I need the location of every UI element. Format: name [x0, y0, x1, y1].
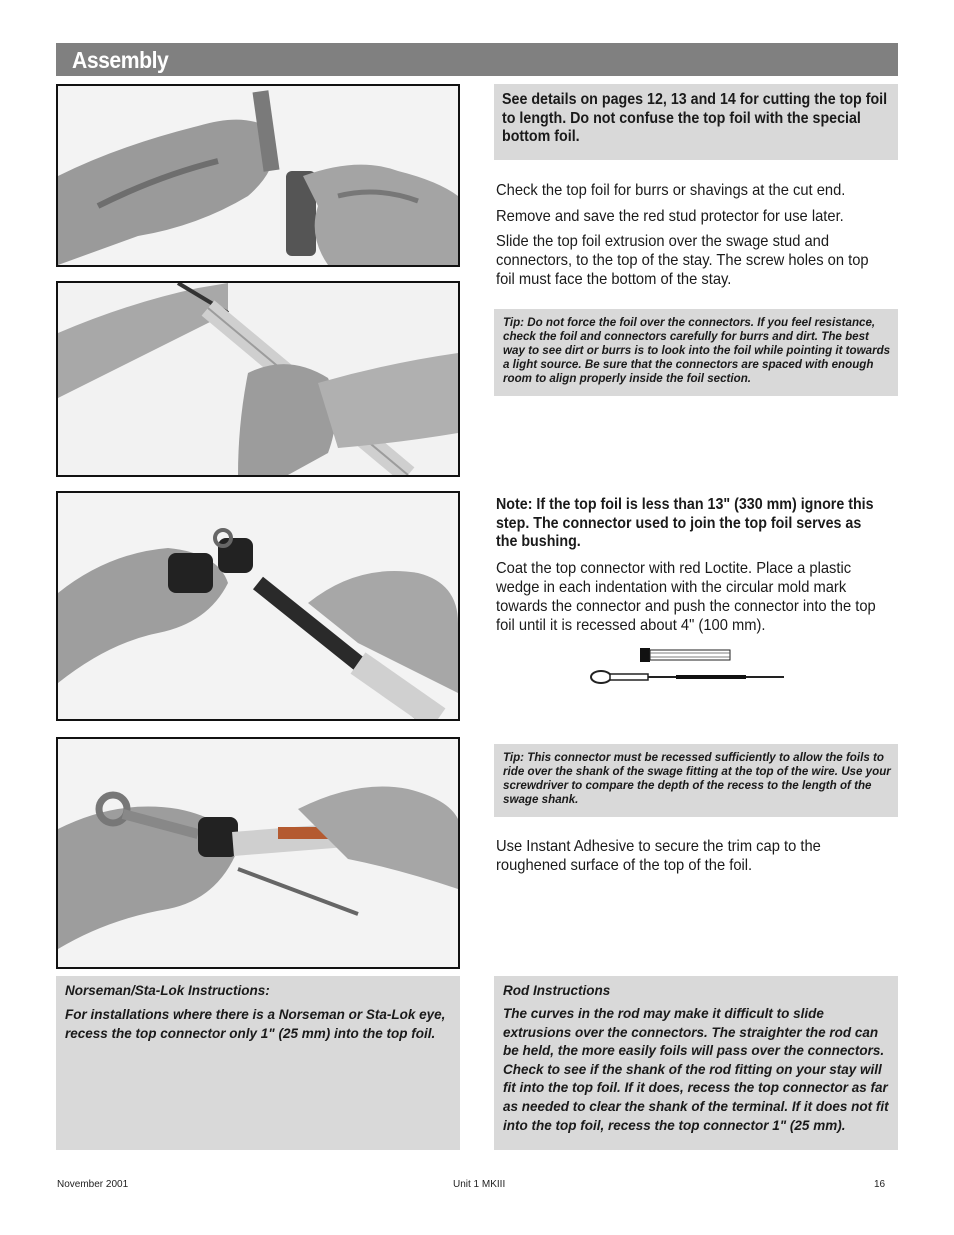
photo-coat-connector-illustration	[58, 493, 458, 719]
details-note-box	[494, 84, 898, 160]
photo-slide-extrusion	[56, 281, 460, 477]
step-check-burrs: Check the top foil for burrs or shavings at the cut end.	[496, 182, 846, 199]
photo-coat-connector	[56, 491, 460, 721]
tip-recess-text: Tip: This connector must be recessed sufficiently to allow the foils to ride over the shank of the swage fitting at the top of the wire. Use your screwdriver to compare the depth of the recess to the length of the swage shank.	[503, 751, 891, 806]
step-coat-connector: Coat the top connector with red Loctite. Place a plastic wedge in each indentation with the circular mold mark towards the connector and push the connector into the top foil until it is recessed about 4" (100 mm).	[496, 560, 876, 634]
tip-recess-box	[494, 744, 898, 817]
connector-diagram-illustration	[588, 645, 788, 687]
rod-body: The curves in the rod may make it difficult to slide extrusions over the connectors. The straighter the rod can be held, the more easily foils will pass over the connectors. Check to see if the shank of the rod fitting on your stay will fit into the top foil. If it does, recess the top connector as far as needed to clear the shank of the terminal. If it does not fit into the top foil, recess the top connector 1" (25 mm).	[503, 1006, 889, 1133]
photo-cut-foil	[56, 84, 460, 267]
connector-diagram	[588, 645, 788, 687]
note-short-foil: Note: If the top foil is less than 13" (330 mm) ignore this step. The connector used to join the top foil serves as the bushing.	[496, 496, 874, 550]
section-header	[56, 43, 898, 76]
step-remove-protector: Remove and save the red stud protector for use later.	[496, 208, 844, 225]
page-title: Assembly	[72, 47, 169, 73]
photo-recess-check	[56, 737, 460, 969]
tip-force-box	[494, 309, 898, 396]
step-instant-adhesive: Use Instant Adhesive to secure the trim cap to the roughened surface of the top of the foil.	[496, 838, 821, 874]
details-note: See details on pages 12, 13 and 14 for cutting the top foil to length. Do not confuse the top foil with the special bottom foil.	[502, 91, 888, 145]
page-number: 16	[874, 1179, 886, 1190]
norseman-title: Norseman/Sta-Lok Instructions:	[65, 983, 270, 998]
photo-recess-check-illustration	[58, 739, 458, 967]
rod-title: Rod Instructions	[503, 983, 611, 998]
footer-unit: Unit 1 MKIII	[453, 1179, 506, 1190]
rod-box	[494, 976, 898, 1150]
step-slide-extrusion: Slide the top foil extrusion over the swage stud and connectors, to the top of the stay. The screw holes on top foil must face the bottom of the stay.	[496, 233, 869, 288]
footer-date: November 2001	[57, 1179, 129, 1190]
tip-force-text: Tip: Do not force the foil over the connectors. If you feel resistance, check the foil and connectors carefully for burrs and dirt. The best way to see dirt or burrs is to look into the foil while pointing it towards a light source. Be sure that the connectors are spaced with enough room to align properly inside the foil section.	[503, 316, 891, 385]
norseman-box	[56, 976, 460, 1150]
photo-slide-extrusion-illustration	[58, 283, 458, 475]
photo-cut-foil-illustration	[58, 86, 458, 265]
norseman-body: For installations where there is a Norseman or Sta-Lok eye, recess the top connector only 1" (25 mm) into the top foil.	[65, 1007, 446, 1041]
